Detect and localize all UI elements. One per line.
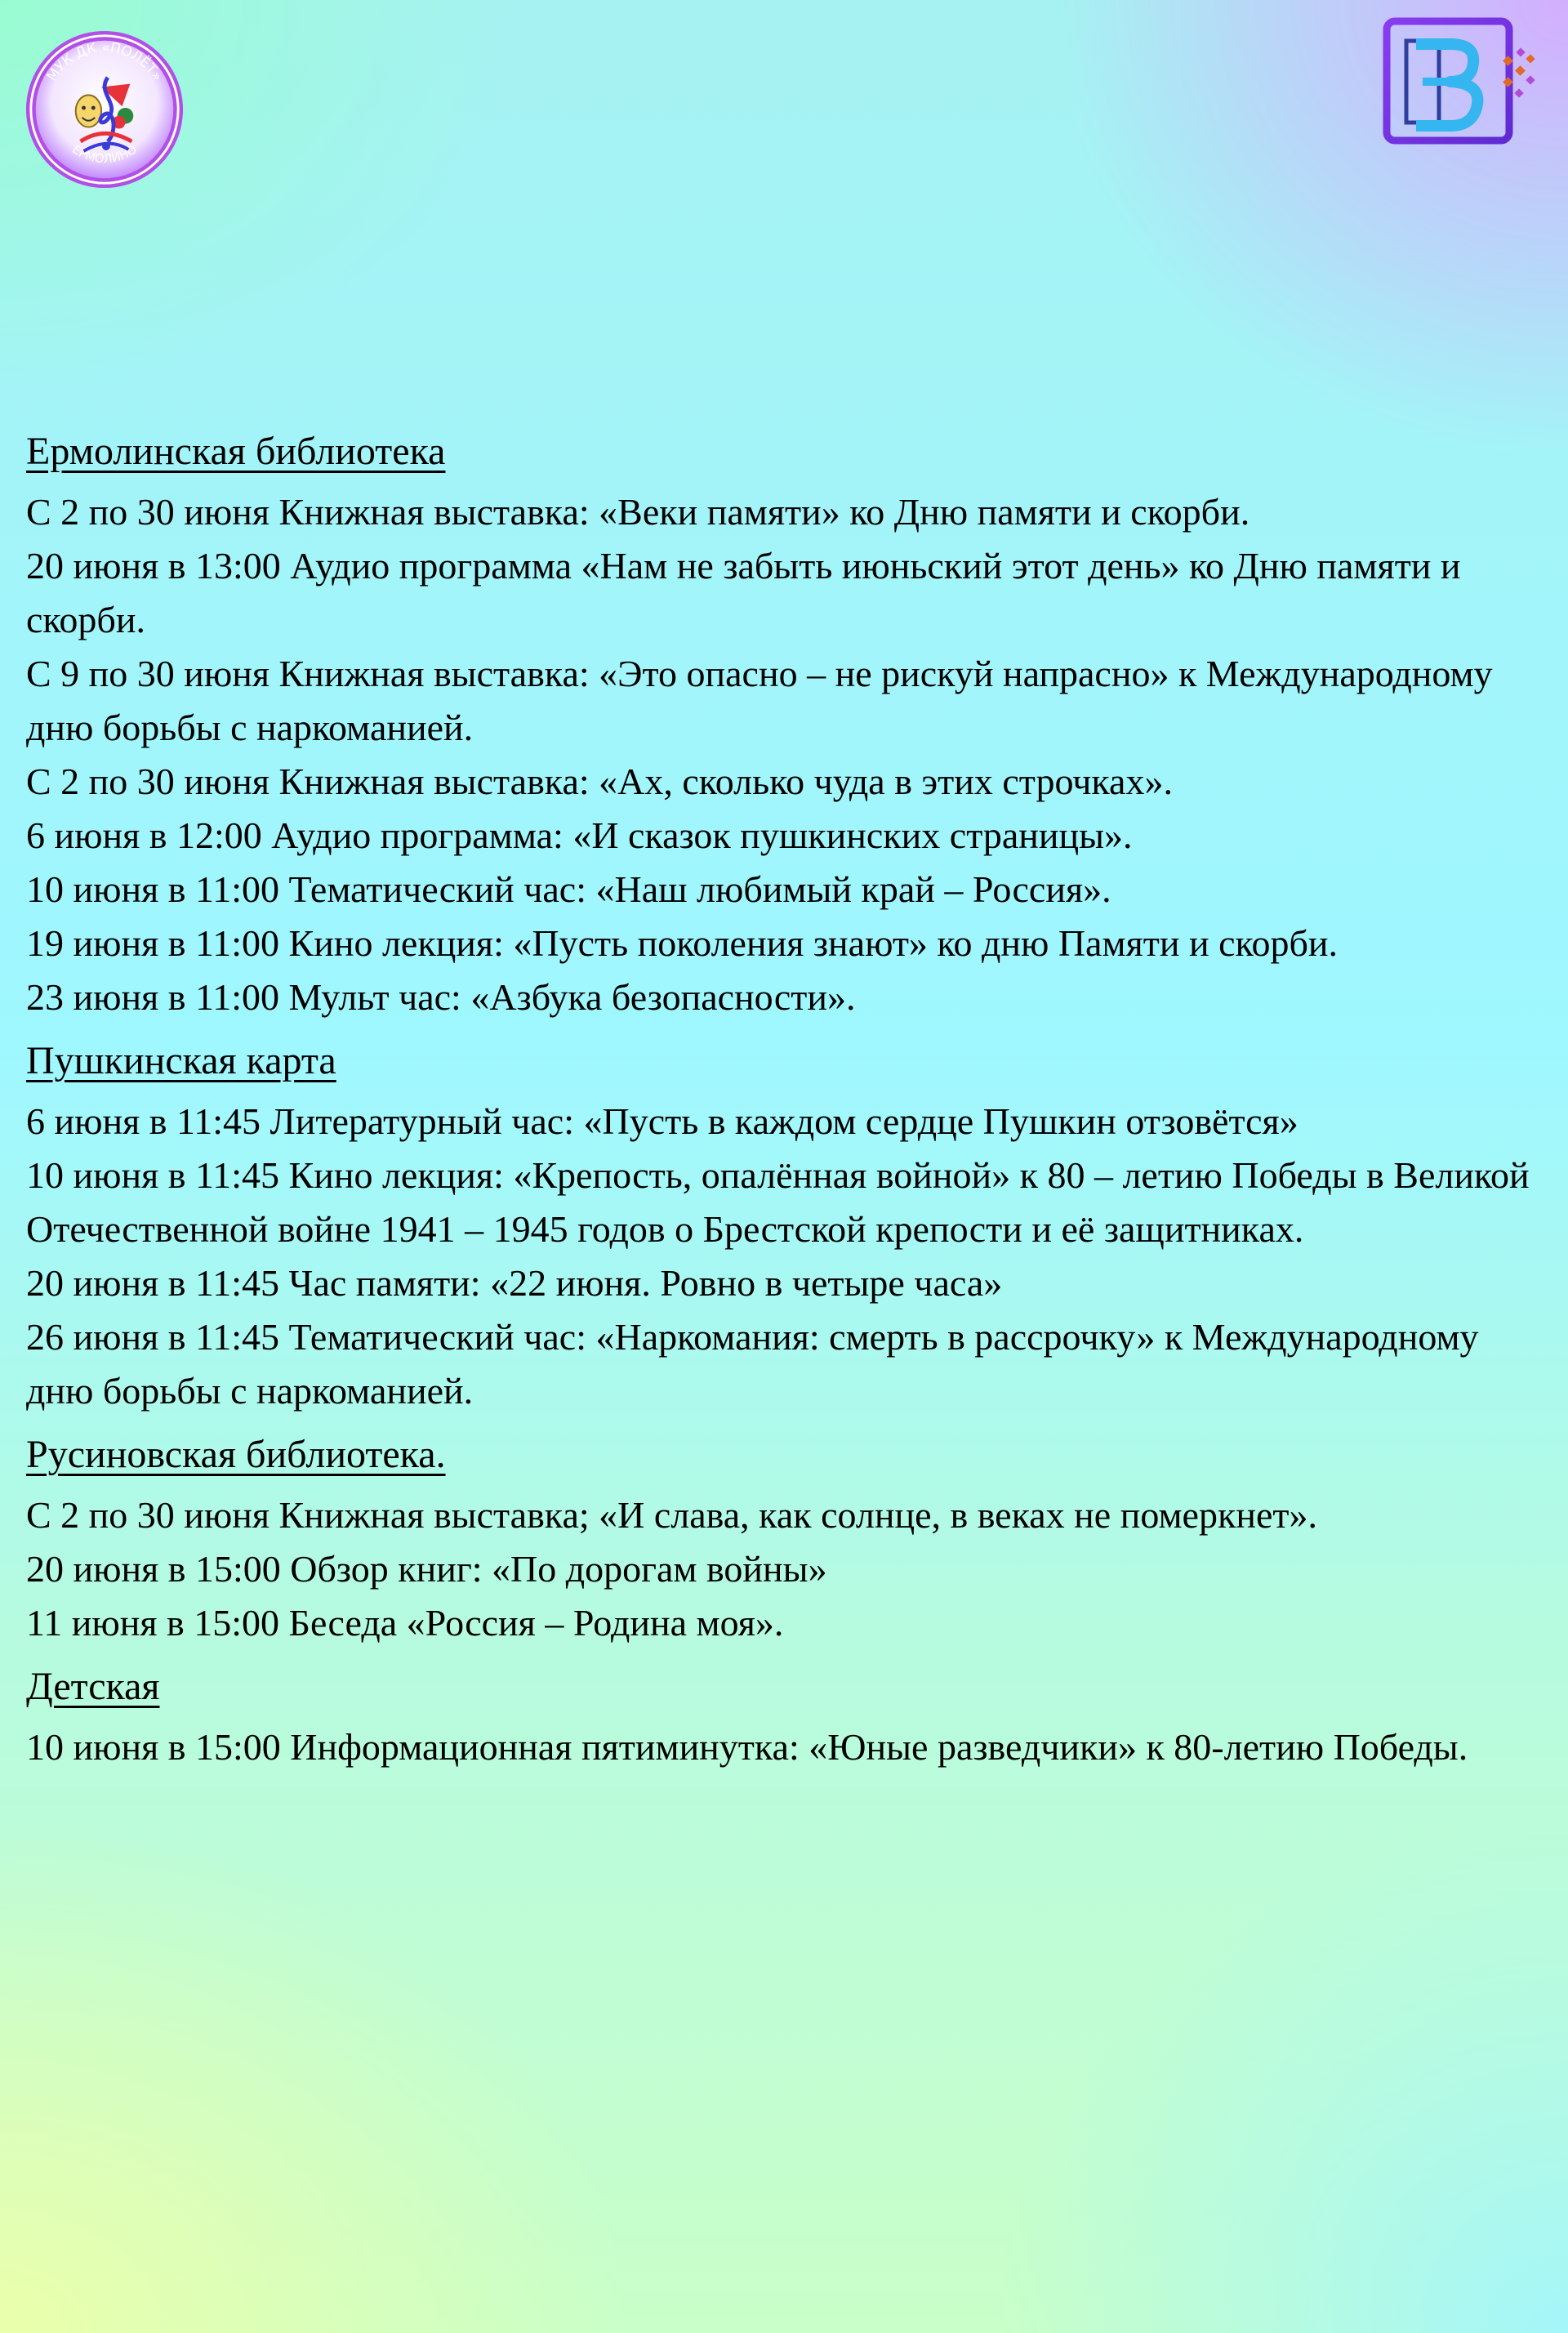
section-title: Детская [26, 1665, 160, 1708]
event-list [26, 485, 1545, 1024]
event-item: 20 июня в 15:00 Обзор книг: «По дорогам войны» [26, 1548, 827, 1590]
event-item: С 2 по 30 июня Книжная выставка; «И слава, как солнце, в веках не померкнет». [26, 1494, 1317, 1536]
event-item: 10 июня в 15:00 Информационная пятиминутка: «Юные разведчики» к 80-летию Победы. [26, 1726, 1468, 1768]
logo-arc-bottom-text: ЕРМОЛИНО [69, 142, 140, 167]
event-item: С 2 по 30 июня Книжная выставка: «Ах, сколько чуда в этих строчках». [26, 761, 1173, 802]
event-list [26, 1720, 1545, 1774]
schedule-content [26, 425, 1545, 1784]
section-title: Пушкинская карта [26, 1039, 336, 1082]
event-item: С 9 по 30 июня Книжная выставка: «Это опасно – не рискуй напрасно» к Международному дню борьбы с наркоманией. [26, 653, 1493, 748]
event-item: 23 июня в 11:00 Мульт час: «Азбука безопасности». [26, 976, 856, 1018]
event-item: 11 июня в 15:00 Беседа «Россия – Родина моя». [26, 1602, 784, 1644]
event-list [26, 1095, 1545, 1418]
library-book-logo-icon [1382, 16, 1537, 147]
event-item: 10 июня в 11:00 Тематический час: «Наш любимый край – Россия». [26, 868, 1111, 910]
logo-arc-top-text: МУК ДК «ПОЛЁТ» [43, 39, 166, 84]
event-item: 20 июня в 13:00 Аудио программа «Нам не забыть июньский этот день» ко Дню памяти и скорби. [26, 545, 1461, 640]
event-item: 6 июня в 11:45 Литературный час: «Пусть в каждом сердце Пушкин отзовётся» [26, 1100, 1298, 1142]
section-title: Русиновская библиотека. [26, 1433, 446, 1476]
event-item: 20 июня в 11:45 Час памяти: «22 июня. Ровно в четыре часа» [26, 1262, 1003, 1304]
culture-house-logo-icon [24, 29, 185, 190]
event-item: 10 июня в 11:45 Кино лекция: «Крепость, опалённая войной» к 80 – летию Победы в Великой Отечественной войне 1941 – 1945 годов о Брестской крепости и её защитниках. [26, 1154, 1530, 1250]
event-item: 19 июня в 11:00 Кино лекция: «Пусть поколения знают» ко дню Памяти и скорби. [26, 922, 1339, 964]
event-item: 6 июня в 12:00 Аудио программа: «И сказок пушкинских страницы». [26, 814, 1133, 856]
event-list [26, 1488, 1545, 1650]
event-item: 26 июня в 11:45 Тематический час: «Наркомания: смерть в рассрочку» к Международному дню борьбы с наркоманией. [26, 1316, 1479, 1412]
section-title: Ермолинская библиотека [26, 430, 446, 473]
event-item: С 2 по 30 июня Книжная выставка: «Веки памяти» ко Дню памяти и скорби. [26, 491, 1250, 533]
